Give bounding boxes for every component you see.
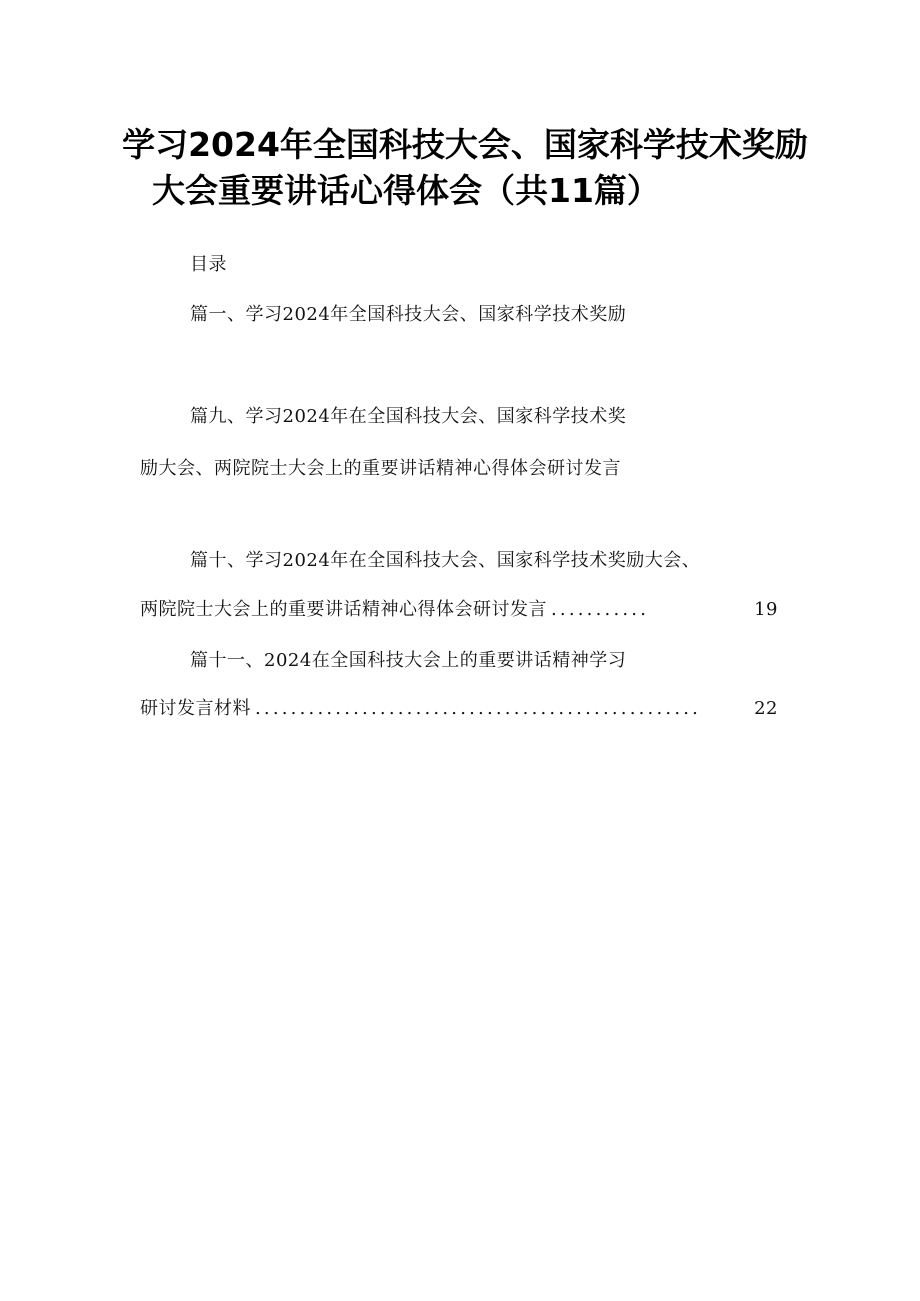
title-line-1: 学习2024年全国科技大会、国家科学技术奖励	[122, 125, 808, 164]
toc-entry-9-line-1[interactable]: 篇九、学习2024年在全国科技大会、国家科学技术奖	[190, 406, 627, 427]
toc-entry-1[interactable]: 篇一、学习2024年全国科技大会、国家科学技术奖励	[190, 304, 627, 325]
toc-page-number: 22	[754, 698, 778, 719]
toc-dot-leader: ..................................................	[255, 698, 702, 719]
toc-entry-10-line-2[interactable]	[140, 595, 778, 621]
toc-dot-leader: ...........	[551, 599, 650, 620]
toc-entry-11-label: 研讨发言材料	[140, 698, 251, 719]
document-title	[120, 122, 810, 214]
toc-entry-10-line-1[interactable]: 篇十、学习2024年在全国科技大会、国家科学技术奖励大会、	[190, 550, 701, 571]
toc-entry-10-label: 两院院士大会上的重要讲话精神心得体会研讨发言	[140, 599, 547, 620]
toc-entry-11-line-1[interactable]: 篇十一、2024在全国科技大会上的重要讲话精神学习	[190, 650, 627, 671]
toc-entry-11-line-2[interactable]	[140, 694, 778, 720]
toc-heading: 目录	[190, 254, 227, 275]
title-line-2: 大会重要讲话心得体会（共11篇）	[152, 171, 660, 210]
toc-page-number: 19	[754, 599, 778, 620]
toc-entry-9-line-2[interactable]: 励大会、两院院士大会上的重要讲话精神心得体会研讨发言	[140, 458, 621, 479]
